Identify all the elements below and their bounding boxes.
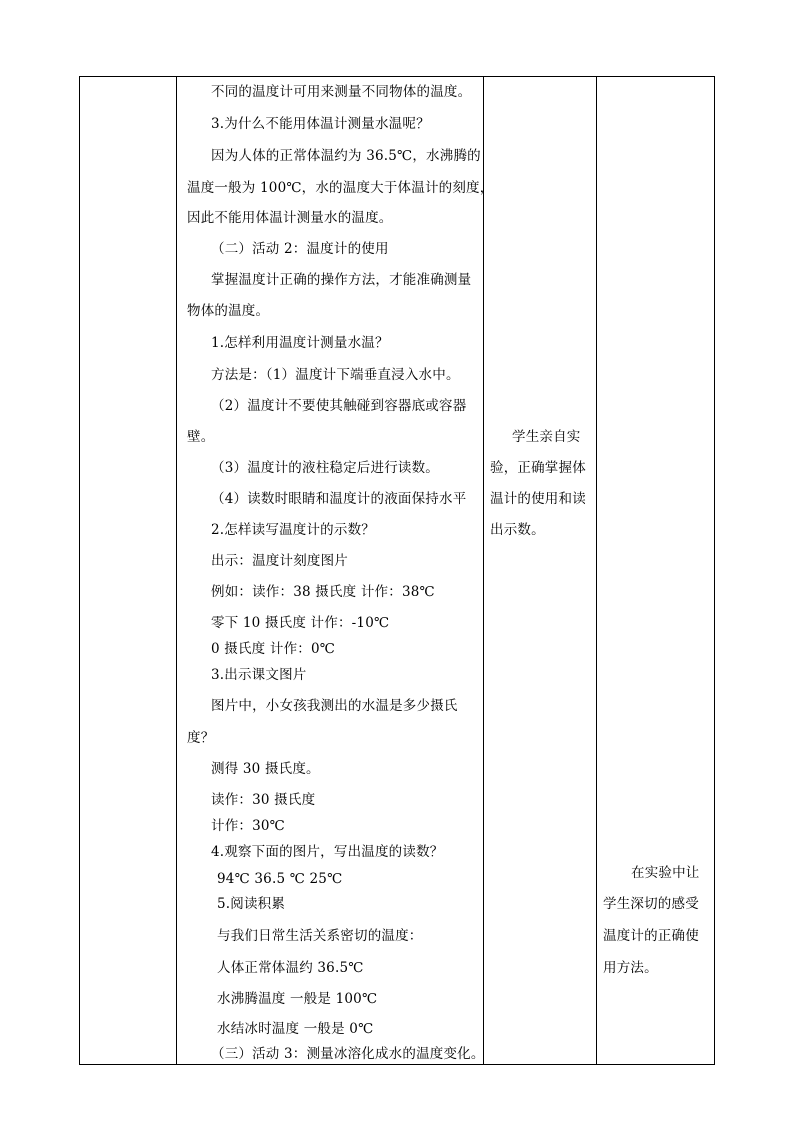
text-line: 94℃ 36.5 ℃ 25℃	[217, 871, 343, 887]
text-line: 图片中，小女孩我测出的水温是多少摄氏	[211, 698, 458, 714]
section-heading: （三）活动 3：测量冰溶化成水的温度变化。	[211, 1046, 485, 1062]
student-activity-line: 出示数。	[490, 522, 545, 538]
text-line: 例如：读作：38 摄氏度 计作：38℃	[211, 584, 435, 600]
text-line: （2）温度计不要使其触碰到容器底或容器	[211, 398, 467, 414]
lesson-table	[79, 76, 715, 1065]
teaching-process-column	[177, 77, 494, 1064]
text-line: （4）读数时眼睛和温度计的液面保持水平	[211, 491, 467, 507]
text-line: 水沸腾温度 一般是 100℃	[217, 991, 378, 1007]
text-line: 3.出示课文图片	[211, 667, 307, 683]
text-line: 零下 10 摄氏度 计作：-10℃	[211, 615, 390, 631]
design-intent-column	[597, 77, 715, 1064]
design-intent-line: 温度计的正确使	[603, 928, 699, 944]
text-line: 出示：温度计刻度图片	[211, 553, 348, 569]
text-line: 计作：30℃	[211, 818, 285, 834]
text-line: 2.怎样读写温度计的示数？	[211, 522, 375, 538]
text-line: 因为人体的正常体温约为 36.5℃，水沸腾的	[211, 148, 481, 164]
text-line: 壁。	[187, 429, 215, 445]
text-line: 温度一般为 100℃，水的温度大于体温计的刻度，	[187, 180, 494, 196]
text-line: 读作：30 摄氏度	[211, 792, 316, 808]
text-line: 3.为什么不能用体温计测量水温呢？	[211, 116, 430, 132]
text-line: 5.阅读积累	[217, 896, 286, 912]
text-line: 方法是：（1）温度计下端垂直浸入水中。	[211, 367, 460, 383]
design-intent-line: 在实验中让	[631, 865, 700, 881]
student-activity-line: 温计的使用和读	[490, 491, 586, 507]
design-intent-line: 用方法。	[603, 960, 658, 976]
text-line: 4.观察下面的图片，写出温度的读数？	[211, 844, 444, 860]
text-line: 因此不能用体温计测量水的温度。	[187, 210, 393, 226]
section-heading: （二）活动 2：温度计的使用	[211, 241, 389, 257]
student-activity-line: 验，正确掌握体	[490, 460, 586, 476]
text-line: 度？	[187, 730, 215, 746]
text-line: 测得 30 摄氏度。	[211, 761, 320, 777]
text-line: （3）温度计的液柱稳定后进行读数。	[211, 460, 439, 476]
student-activity-line: 学生亲自实	[512, 429, 581, 445]
student-activity-column	[484, 77, 596, 1064]
design-intent-line: 学生深切的感受	[603, 896, 699, 912]
text-line: 0 摄氏度 计作：0℃	[211, 641, 336, 657]
text-line: 物体的温度。	[187, 303, 270, 319]
text-line: 不同的温度计可用来测量不同物体的温度。	[211, 84, 472, 100]
text-line: 1.怎样利用温度计测量水温？	[211, 335, 389, 351]
text-line: 水结冰时温度 一般是 0℃	[217, 1021, 374, 1037]
text-line: 掌握温度计正确的操作方法，才能准确测量	[211, 272, 472, 288]
text-line: 人体正常体温约 36.5℃	[217, 960, 364, 976]
text-line: 与我们日常生活关系密切的温度：	[217, 928, 423, 944]
